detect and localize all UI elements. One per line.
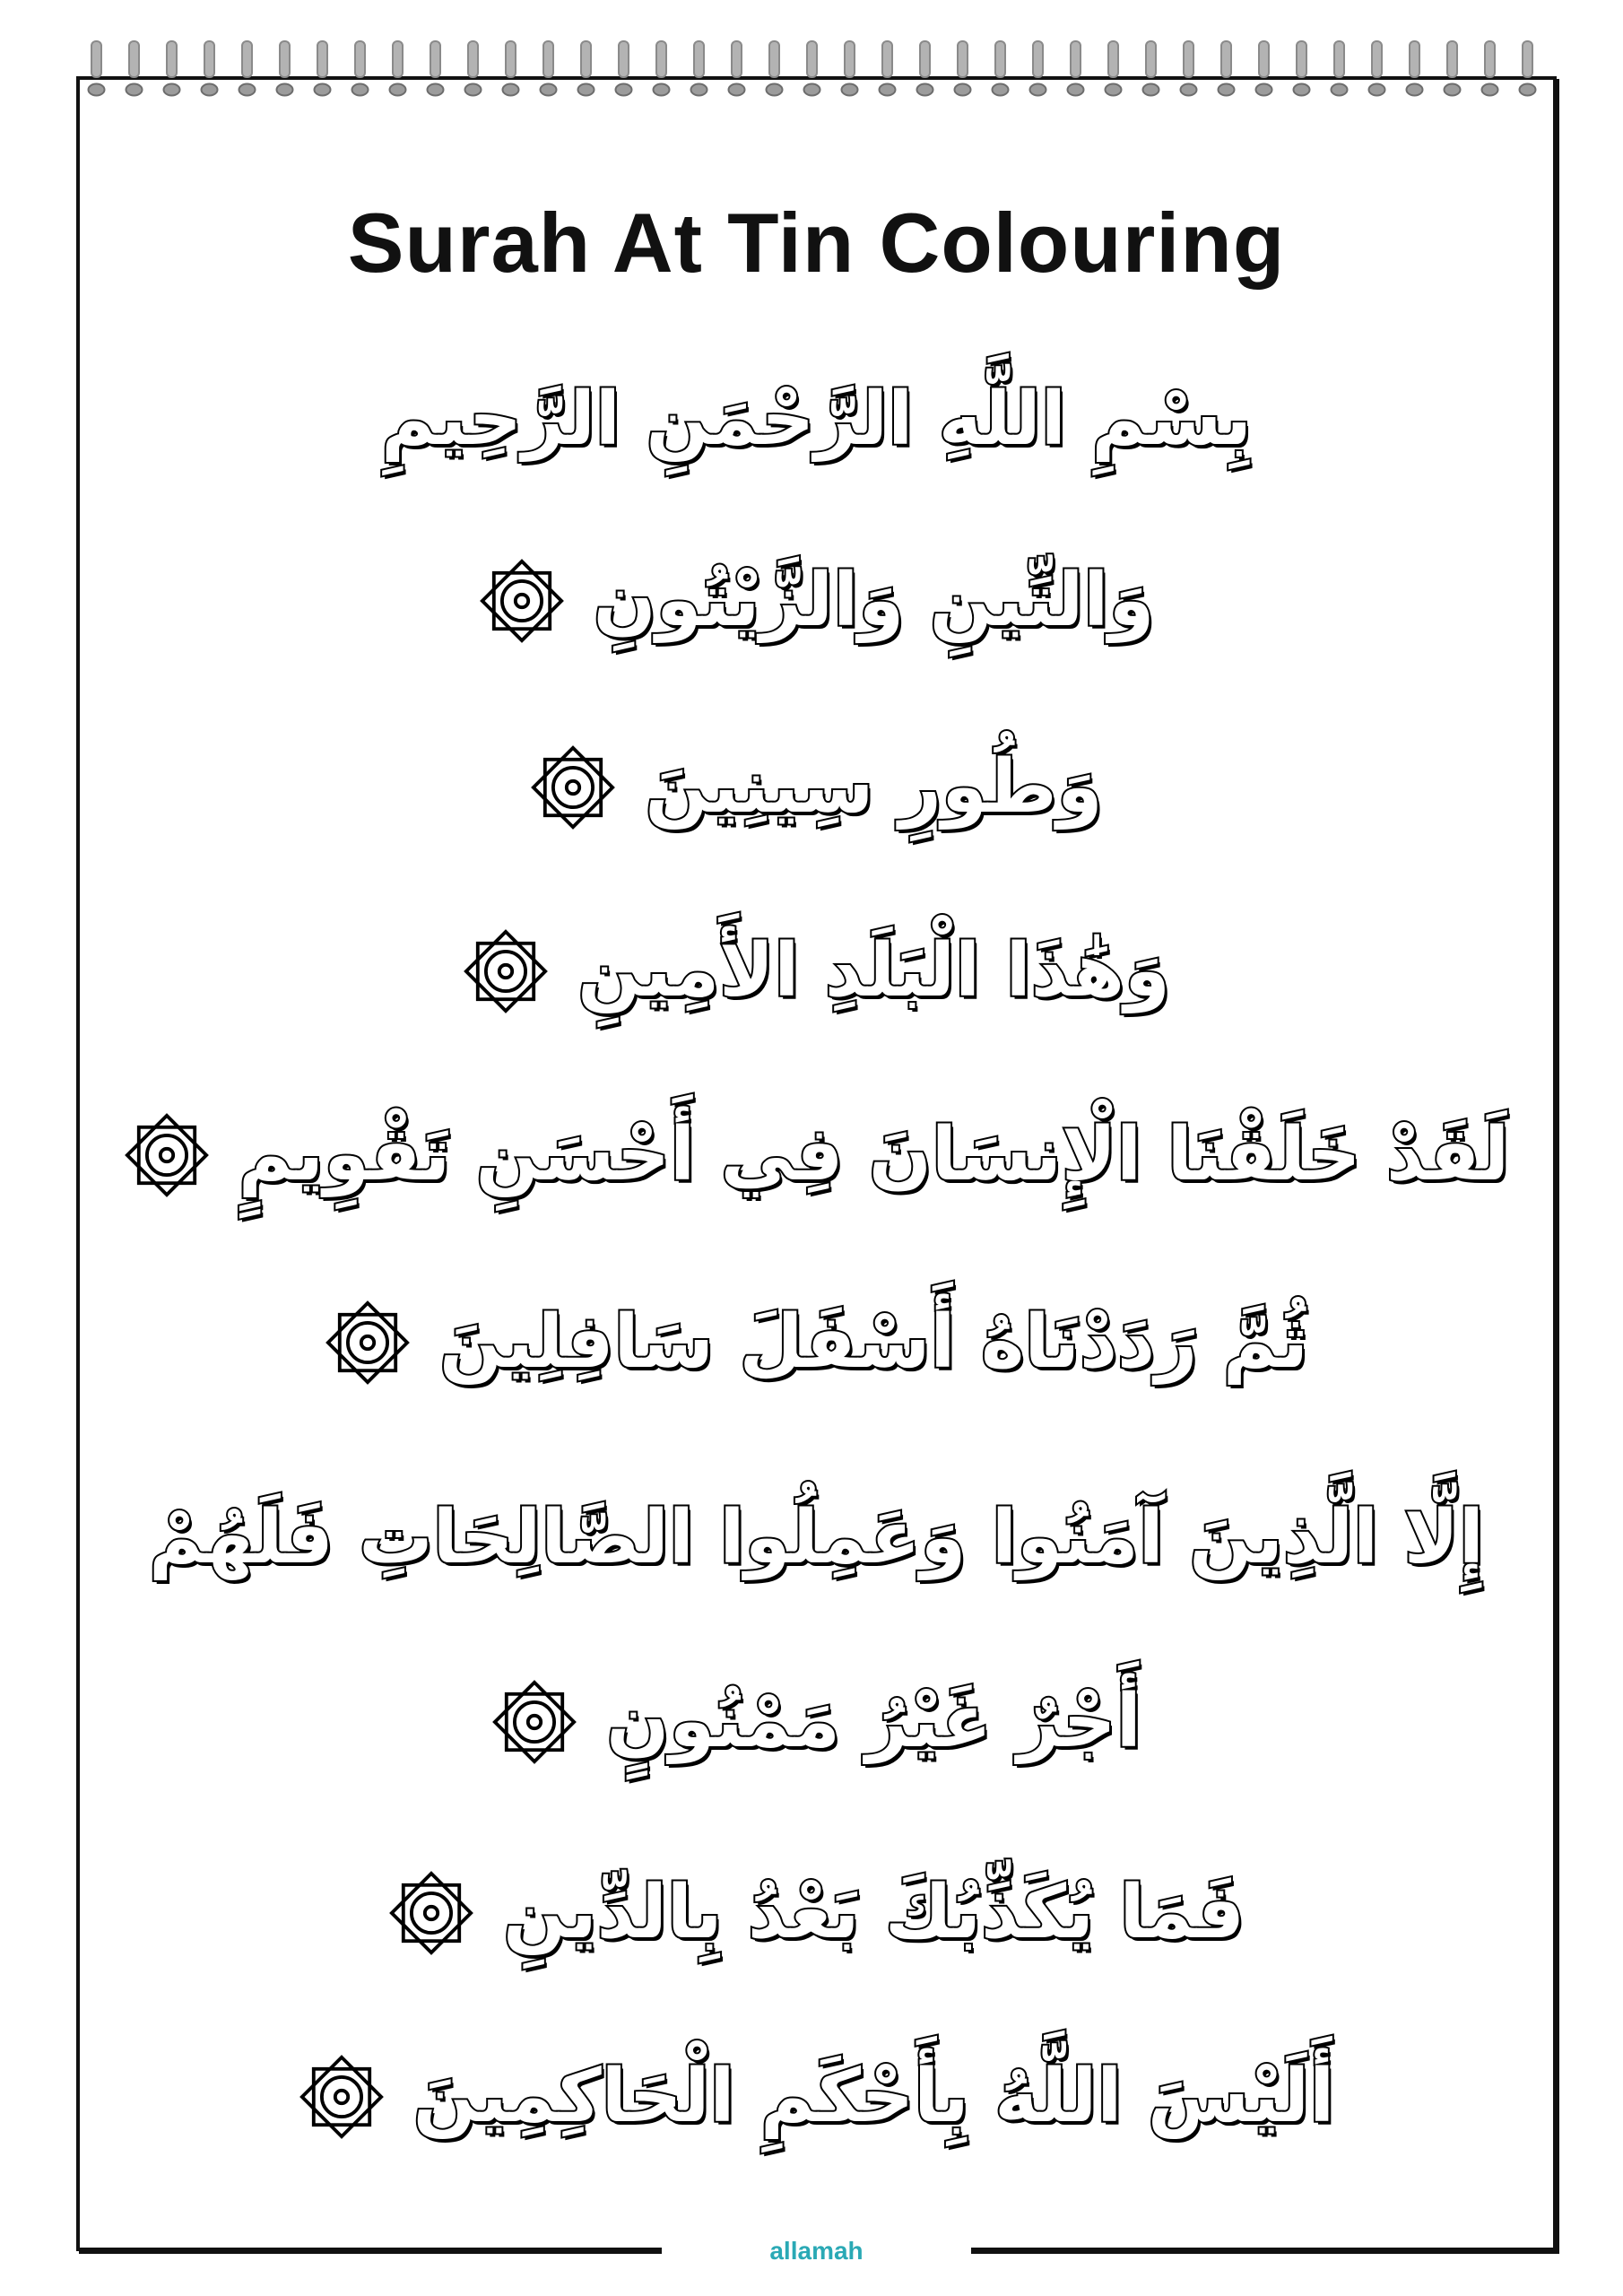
spiral-binding <box>79 36 1549 108</box>
verse-line <box>76 538 1557 664</box>
ayah-end-marker-icon <box>124 1112 210 1198</box>
verse-text: وَطُورِ سِينِينَ <box>645 744 1103 830</box>
verse-line <box>76 2034 1557 2160</box>
verse-text: إِلَّا الَّذِينَ آمَنُوا وَعَمِلُوا الصَّالِحَاتِ فَلَهُمْ <box>149 1494 1484 1580</box>
verse-line <box>76 1659 1557 1785</box>
verse-line <box>76 1280 1557 1405</box>
page-title: Surah At Tin Colouring <box>347 196 1286 290</box>
ayah-end-marker-icon <box>479 558 565 644</box>
ayah-end-marker-icon <box>388 1870 474 1956</box>
ayah-end-marker-icon <box>325 1300 411 1386</box>
ayah-end-marker-icon <box>463 928 549 1014</box>
verse-text: أَلَيْسَ اللَّهُ بِأَحْكَمِ الْحَاكِمِينَ <box>412 2053 1335 2139</box>
verse-line <box>76 357 1557 483</box>
verse-text: لَقَدْ خَلَقْنَا الْإِنسَانَ فِي أَحْسَنِ تَقْوِيمٍ <box>238 1111 1510 1197</box>
ayah-end-marker-icon <box>530 744 616 831</box>
verse-text: وَهَٰذَا الْبَلَدِ الأَمِينِ <box>577 927 1170 1013</box>
verse-text: أَجْرٌ غَيْرُ مَمْنُونٍ <box>606 1678 1141 1764</box>
verse-text: ثُمَّ رَدَدْنَاهُ أَسْفَلَ سَافِلِينَ <box>439 1299 1308 1385</box>
ayah-end-marker-icon <box>491 1679 577 1765</box>
verse-line <box>76 1475 1557 1601</box>
verse-line <box>76 909 1557 1034</box>
verse-text: بِسْمِ اللَّهِ الرَّحْمَنِ الرَّحِيمِ <box>381 376 1252 462</box>
verse-line <box>76 1850 1557 1976</box>
brand-logo-text: allamah <box>662 2233 971 2269</box>
verse-text: فَمَا يُكَذِّبُكَ بَعْدُ بِالدِّينِ <box>503 1869 1245 1955</box>
verse-line <box>76 1092 1557 1218</box>
ayah-end-marker-icon <box>299 2054 385 2140</box>
verse-line <box>76 725 1557 850</box>
verse-text: وَالتِّينِ وَالزَّيْتُونِ <box>593 557 1155 643</box>
